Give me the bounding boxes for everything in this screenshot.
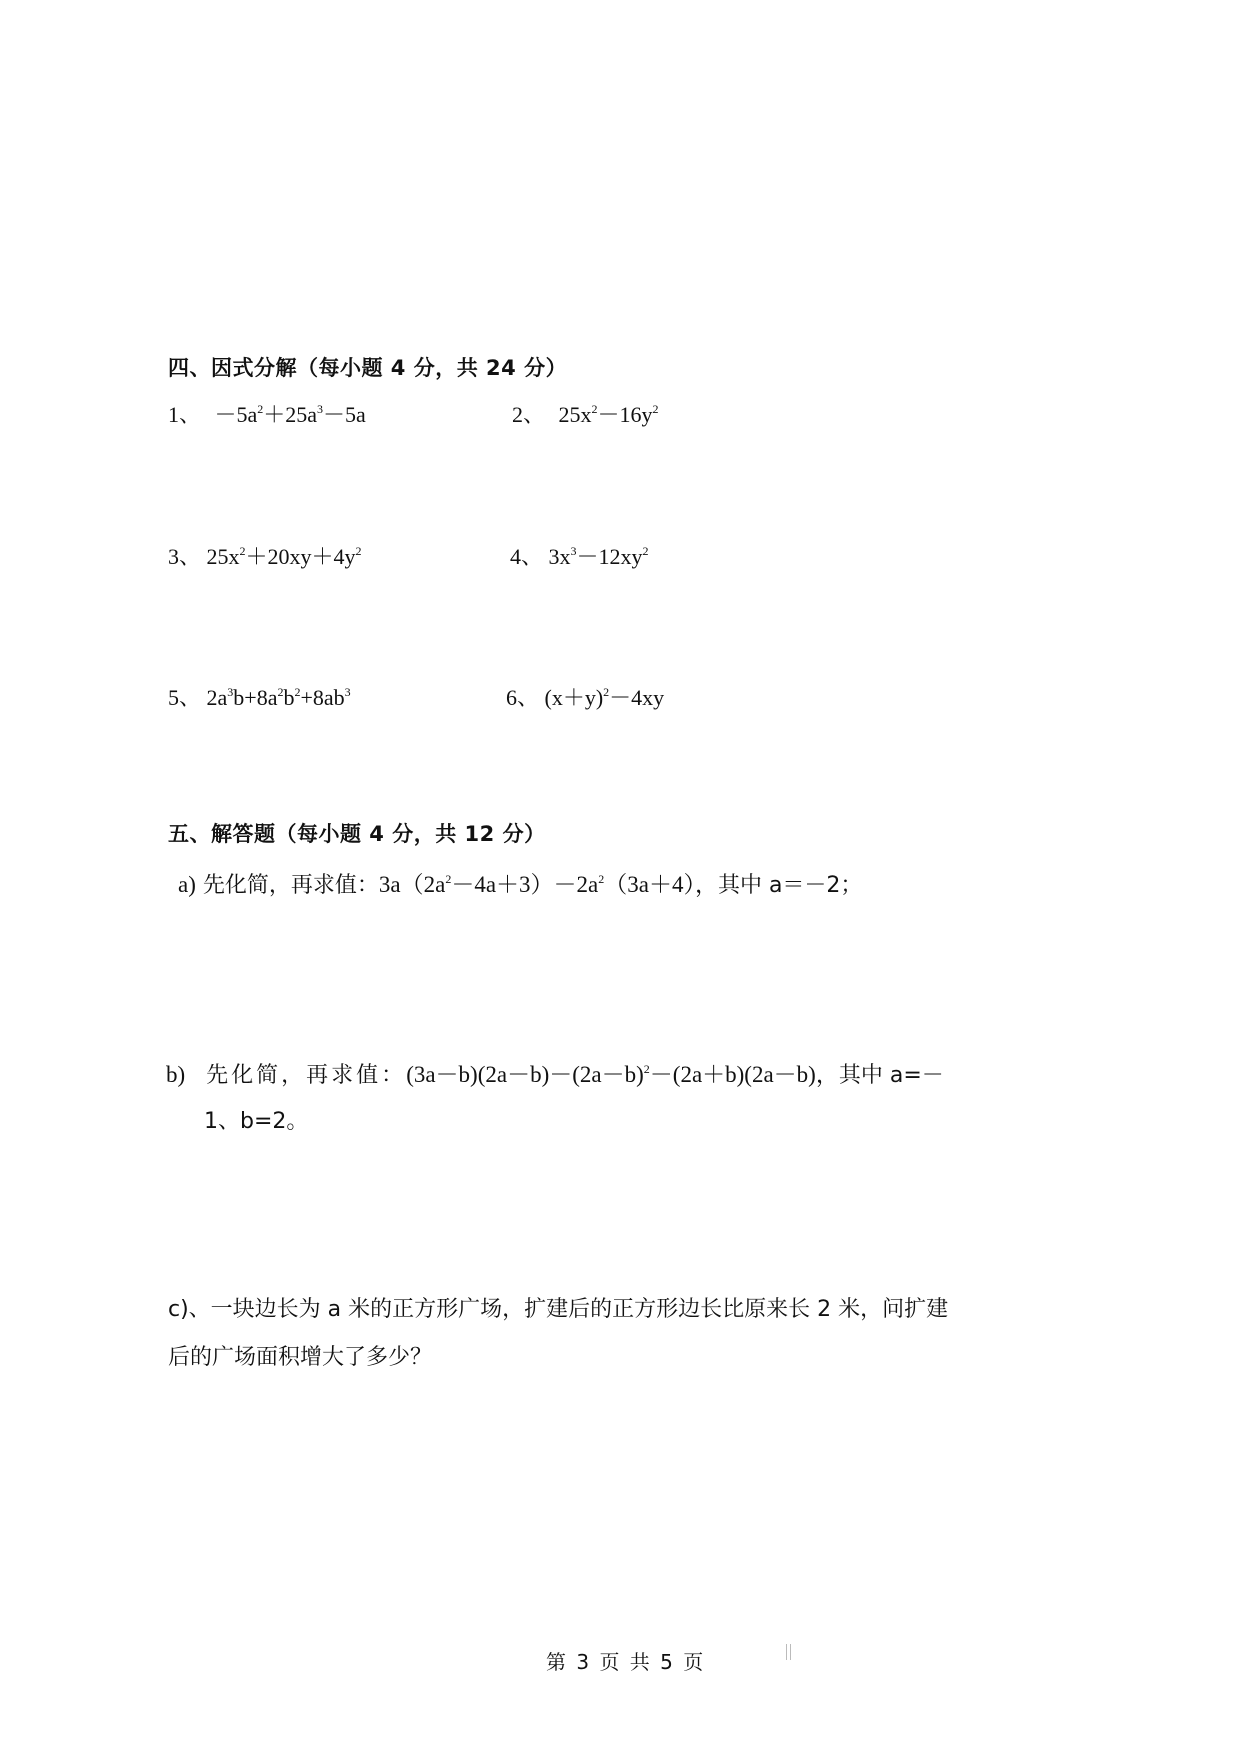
- problem-expression: $3x^3-12xy^2$: [548, 544, 649, 569]
- question-label: a): [178, 872, 196, 897]
- problem-6: [506, 681, 664, 712]
- problem-number: 1、: [168, 402, 202, 427]
- question-condition: 其中 a=－: [838, 1063, 944, 1088]
- question-condition: 其中 a＝－2；: [717, 873, 863, 898]
- question-label: b): [166, 1062, 186, 1087]
- problem-expression: $25x^2-16y^2$: [558, 402, 659, 427]
- question-prefix: 先化简，再求值：: [206, 1063, 407, 1088]
- question-b-line1: [166, 1056, 944, 1089]
- section-4-title: 四、因式分解（每小题 4 分，共 24 分）: [168, 356, 568, 380]
- problem-1: [168, 398, 366, 429]
- problem-expression: $2a^3b+8a^2b^2+8ab^3$: [206, 685, 351, 710]
- question-b-line2: [204, 1104, 308, 1135]
- text-cursor-mark: [786, 1644, 791, 1660]
- problem-3: [168, 540, 362, 571]
- section-5-title: 五、解答题（每小题 4 分，共 12 分）: [168, 822, 546, 846]
- problem-5: [168, 681, 351, 712]
- question-a: [178, 866, 862, 899]
- question-prefix: 先化简，再求值：: [202, 873, 379, 898]
- problem-number: 2、: [512, 402, 546, 427]
- question-condition-continued: 1、b=2。: [204, 1109, 309, 1134]
- problem-number: 6、: [506, 685, 540, 710]
- problem-4: [510, 540, 649, 571]
- question-expression: $(3a-b)(2a-b)-(2a-b)^2-(2a+b)(2a-b)$，: [406, 1062, 839, 1087]
- problem-expression: $(x+y)^2-4xy$: [544, 685, 665, 710]
- problem-expression: $-5a^2+25a^3-5a$: [214, 402, 366, 427]
- problem-number: 5、: [168, 685, 202, 710]
- problem-2: [512, 398, 659, 429]
- problem-number: 4、: [510, 544, 544, 569]
- question-expression: $3a(2a^2-4a+3)-2a^2(3a+4)$，: [378, 872, 718, 897]
- problem-expression: $25x^2+20xy+4y^2$: [206, 544, 362, 569]
- question-c-line2: 后的广场面积增大了多少？: [168, 1345, 433, 1370]
- problem-number: 3、: [168, 544, 202, 569]
- page-number-footer: 第 3 页 共 5 页: [546, 1650, 706, 1674]
- question-c-line1: c)、一块边长为 a 米的正方形广场，扩建后的正方形边长比原来长 2 米，问扩建: [168, 1297, 949, 1322]
